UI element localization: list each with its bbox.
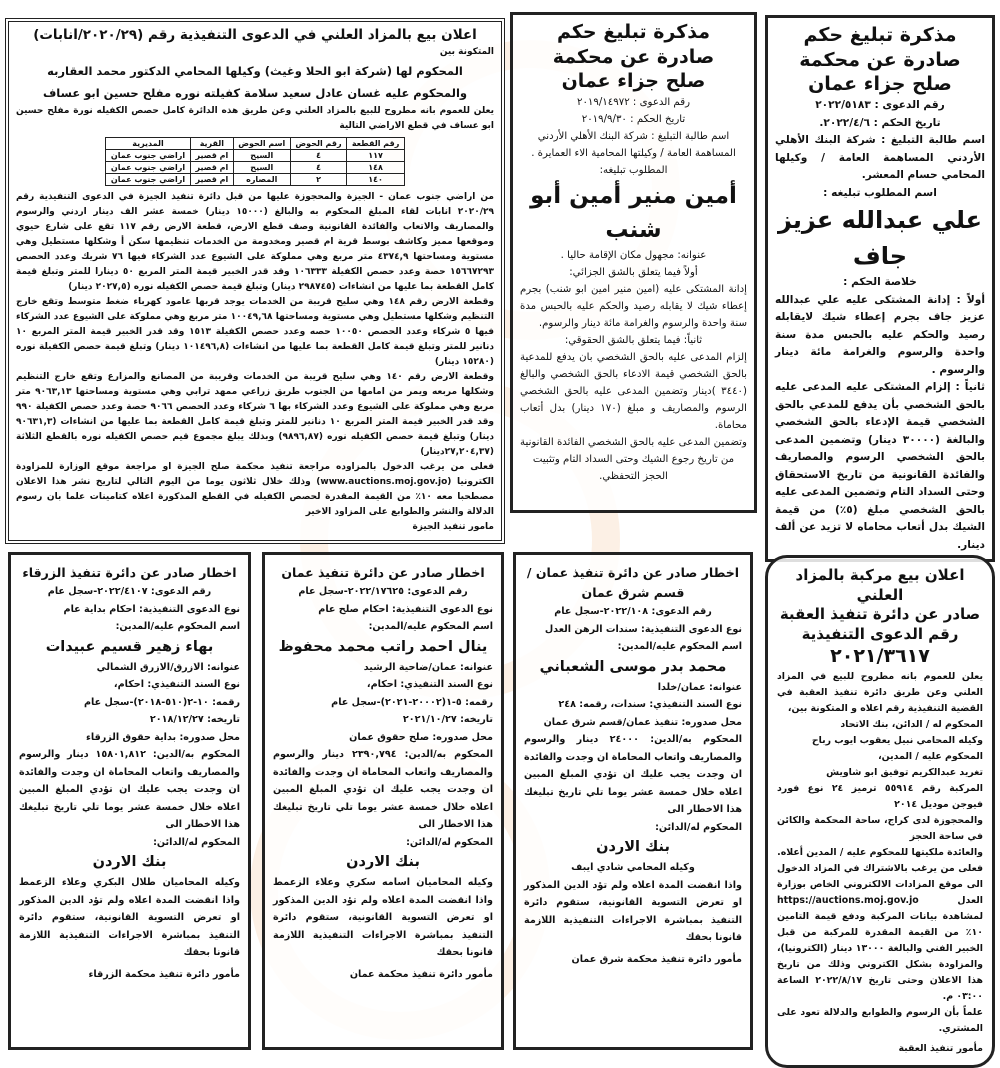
notice-text: اسم المحكوم عليه/المدين: — [617, 641, 742, 652]
execution-notice-zarqa — [8, 552, 251, 1050]
notice-text: نوع الدعوى التنفيذية: سندات الرهن العدل — [544, 623, 742, 635]
notice-text: اسم المطلوب تبليغه : — [823, 186, 937, 199]
notice-text: إدانة المشتكى عليه (امين منير امين ابو شنب) بجرم إعطاء شيك لا يقابله رصيد والحكم عليه بالحبس مدة سنة واحدة والرسوم والغرامة مائة دينار والرسوم. — [520, 284, 747, 330]
table-row — [106, 150, 405, 162]
notice-text: تاريخ الحكم : ٢٠١٩/٩/٣٠ — [581, 114, 686, 126]
notice-text: وكيله المحاميان اسامه سكري وعلاء الزعمط واذا انقضت المدة اعلاه ولم تؤد الدين المذكور او تعرض التسوية القانونية، ستقوم دائرة التنفيذ بمباشرة الاجراءات التنفيذية اللازمة قانونا بحقك — [273, 877, 493, 958]
notice-text: المركبة رقم ٥٥٩١٤ ترميز ٢٤ نوع فورد فيوجن موديل ٢٠١٤ — [777, 782, 984, 810]
notice-text: محل صدوره: تنفيذ عمان/قسم شرق عمان — [543, 716, 742, 728]
ad-title-line: رقم الدعوى التنفيذية — [801, 624, 959, 643]
notice-text: يعلن للعموم بانه مطروح للبيع في المزاد العلني وعن طريق دائرة تنفيذ العقبة في القضية التنفيذية رقم اعلاه و المتكونة بين، — [777, 670, 983, 714]
execution-notice-amman — [262, 552, 504, 1050]
table-cell: ٤ — [290, 162, 346, 174]
notice-text: المحكوم له / الدائن، بنك الاتحاد — [840, 718, 983, 730]
table-cell: ام قصير — [191, 150, 234, 162]
table-cell: المصاره — [233, 174, 290, 186]
court-notice-ad-amman-2 — [510, 12, 757, 513]
table-cell: ١٤٨ — [347, 162, 405, 174]
notice-text: ثانياً: فيما يتعلق بالشق الحقوقي: — [564, 335, 703, 347]
signature-line: مأمور دائرة تنفيذ محكمة عمان — [349, 968, 493, 980]
table-header: المديرية — [106, 138, 191, 150]
notice-text: المحكوم به/الدين: ٢٣٩٠,٧٩٤ دينار والرسوم والمصاريف واتعاب المحاماة ان وجدت والفائدة ان وجدت يجب عليك ان تؤدي المبلغ المبين اعلاه خلال خمسة عشر يوما تلي تاريخ تبليغك هذا الاخطار الى — [273, 749, 493, 830]
party-name: ينال احمد راتب محمد محفوظ — [278, 638, 488, 655]
notice-text: اسم طالبة التبليغ : شركة البنك الأهلي الأردني المساهمة العامة / وكيلتها المحامية الاء العمايرة . — [531, 131, 736, 160]
notice-text: والمحكوم عليه غسان عادل سعيد سلامة كفيلته نوره مفلح حسين ابو عساف — [42, 86, 468, 101]
land-parcels-table — [105, 137, 405, 186]
ad-title-line: صلح جزاء عمان — [561, 70, 706, 93]
notice-text: إلزام المدعى عليه بالحق الشخصي بان يدفع للمدعية بالحق الشخصي قيمة الادعاء بالحق الشخصي والبالغ (٣٤٤٠ )دينار وتضمين المدعى عليه بالحق الشخصي الرسوم والمصاريف و مبلغ (١٧٠ دينار) بدل أتعاب محاماة. — [520, 352, 747, 432]
notice-text: واذا انقضت المدة اعلاه ولم تؤد الدين المذكور او تعرض التسوية القانونية، ستقوم دائرة التنفيذ بمباشرة الاجراءات التنفيذية اللازمة قانونا بحقك — [524, 879, 742, 943]
party-name: بنك الاردن — [346, 854, 420, 870]
table-header: اسم الحوض — [233, 138, 290, 150]
notice-text: نوع السند التنفيذي: احكام، — [366, 679, 493, 690]
table-cell: اراضي جنوب عمان — [106, 174, 191, 186]
notice-text: مامور تنفيذ الجيزة — [412, 522, 494, 533]
notice-text: رقم الدعوى: ٢٠٢٢/١٧٦٢٥-سجل عام — [298, 586, 468, 597]
table-cell: ١١٧ — [347, 150, 405, 162]
table-cell: ام قصير — [191, 162, 234, 174]
notice-text: ثانياً : إلزام المشتكى عليه المدعى عليه بالحق الشخصي بأن يدفع للمدعي بالحق الشخصي قيمة الإدعاء بالحق الشخصي والبالغة (٣٠٠٠٠ دينار) وتضمين المدعى بالحق الشخصي الرسوم والمصاريف والفائدة القانونية من تاريخ الاستحقاق وحتى السداد التام وتضمين المدعى عليه بالحق الشخصي مبلغ (٥٪) من قيمة الشيك بدل أتعاب محاماه لا تزيد عن ألف دينار. — [775, 381, 985, 551]
notice-text: المحكوم به/الدين: ١٥٨٠١,٨١٢ دينار والرسوم والمصاريف واتعاب المحاماة ان وجدت والفائدة ان وجدت يجب عليك ان تؤدي المبلغ المبين اعلاه خلال خمسة عشر يوما تلي تاريخ تبليغك هذا الاخطار الى — [19, 749, 240, 830]
notice-text: رقم الدعوى : ٢٠٢٢/٥١٨٣ — [815, 99, 945, 112]
land-auction-ad — [5, 18, 505, 544]
ad-title-line: صادر عن دائرة تنفيذ العقبة — [779, 605, 981, 623]
notice-text: المحكوم له/الدائن: — [153, 836, 240, 848]
notice-text: والعائدة ملكيتها للمحكوم عليه / المدين أعلاه. — [777, 846, 983, 858]
notice-text: رقمه: ١٠-٢(٥١٠-٢٠١٨)-سجل عام — [84, 696, 240, 708]
notice-text: اسم المحكوم عليه/المدين: — [368, 621, 493, 632]
party-name: أمين منير أمين أبو شنب — [530, 183, 737, 244]
notice-text: أولاً : إدانة المشتكى عليه علي عبدالله عزيز جاف بجرم إعطاء شيك لايقابله رصيد والحكم عليه بالحبس مدة سنة واحدة والرسوم والغرامة مائة دينار والرسوم . — [775, 293, 985, 376]
notice-text: نوع السند التنفيذي: سندات، رقمه: ٢٤٨ — [558, 699, 742, 710]
table-cell: ٢ — [290, 174, 346, 186]
execution-notice-east-amman — [513, 552, 753, 1050]
signature-line: مأمور دائرة تنفيذ محكمة الزرقاء — [88, 968, 240, 980]
table-header: القرية — [191, 138, 234, 150]
notice-text: عنوانه: الازرق/الازرق الشمالي — [96, 661, 240, 673]
notice-text: وقطعة الارض رقم ١٤٠ وهي سليح قريبة من الخدمات وقريبة من المصانع والمزارع وتقع خارج التنظيم وشكلها مربعه ويمر من امامها من الجنوب طريق زراعي ممهد ترابي وهي مستوية ومساحتها ٩٠٦٣,١٣ متر مربع وهي مملوكة على الشيوع وعدد الشركاء بها ٦ شركاء وعدد الحصص ٩٠٦٦ حصة وعدد حصص الكفيلة ٩٩٠ وقد قدر الخبير قيمة المتر المربع ١٠ دنانير للمتر وتبلغ قيمة كامل القطعة بما عليها من انشاءات (٩٠٦٣١,٣ دينار) وتبلغ قيمة حصص الكفيله نوره (٩٨٩٦,٨٧) وبذلك يبلغ مجموع قيم حصص الكفيله نوره بالقطع الثلاثة (٢٧,٢٠٤,٣٧دينار) — [16, 372, 495, 458]
notice-text: رقم الدعوى: ٢٠٢٢/١٠٨-سجل عام — [554, 606, 712, 617]
ad-title-line: اخطار صادر عن دائرة تنفيذ الزرقاء — [22, 565, 237, 580]
notice-text: المطلوب تبليغه: — [599, 165, 668, 177]
notice-text: من اراضي جنوب عمان - الجيزة والمحجوزة عليها من قبل دائرة تنفيذ الجيزة في الدعوى التنفيذية رقم ٢٠٢٠/٢٩ انابات لقاء المبلغ المحكوم به والبالغ (١٥٠٠٠ دينار) خمسة عشر الف دينار اردني والرسوم والمصاريف والاتعاب والفائدة القانونية وصف قطع الارض، قطعة الارض رقم ١١٧ تقع على شارع حيوي وموقعها مميز وكاشف بوسط قرية ام قصير ومخدومة من الخدمات تنظيمها سكن أ وشكلها مستطيل وهي مستوية ومساحتها ٤٣٧٤,٩ متر مربع وهي مملوكة على الشيوع عدد الشركاء فيها ٧٦ شريك وعدد الحصص ١٥٦٦٧٢٩٣ حصة وعدد حصص الكفيلة ١٠٦٣٣٣ وقد قدر الخبير قيمة المتر المربع ٥٠ دينارا للمتر وتبلغ قيمة كامل القطعة بما عليها من انشاءات (٢٩٨٧٤٥ دينار) وتبلغ قيمة حصص الكفيله نوره (٢٠٢٧,٥ دينار) — [16, 192, 495, 293]
table-row — [106, 174, 405, 186]
court-notice-ad-amman-1 — [765, 15, 995, 562]
notice-text: اسم المحكوم عليه/المدين: — [115, 621, 240, 632]
notice-text: المحكوم عليه / المدين، — [878, 750, 983, 762]
ad-title-line: صادرة عن محكمة — [799, 48, 961, 71]
notice-text: رقم الدعوى : ٢٠١٩/١٤٩٧٢ — [576, 97, 690, 109]
ad-title-line: اخطار صادر عن دائرة تنفيذ عمان / — [526, 565, 740, 580]
notice-text: المحكوم لها (شركة ابو الحلا وغيث) وكيلها المحامي الدكتور محمد العقاربه — [47, 64, 463, 79]
party-name: محمد بدر موسى الشعباني — [539, 658, 727, 675]
notice-text: خلاصة الحكم : — [843, 276, 917, 289]
notice-text: عنوانه: عمان/خلدا — [657, 681, 742, 693]
notice-text: تاريخ الحكم : ٢٠٢٢/٤/٦. — [819, 116, 941, 129]
notice-text: تغريد عبدالكريم توفيق ابو شاويش — [826, 766, 983, 778]
table-cell: ٤ — [290, 150, 346, 162]
notice-text: محل صدوره: صلح حقوق عمان — [349, 731, 493, 743]
notice-text: نوع الدعوى التنفيذية: احكام صلح عام — [318, 603, 493, 615]
ad-title-line: صلح جزاء عمان — [808, 73, 952, 96]
notice-text: نوع السند التنفيذي: احكام، — [113, 679, 240, 690]
notice-text: المحكوم له/الدائن: — [406, 836, 493, 848]
notice-text: وكيله المحامي نبيل يعقوب ايوب رباح — [811, 734, 983, 746]
ad-title-line: صادرة عن محكمة — [552, 45, 715, 68]
notice-text: والمحجوزة لدى كراج، ساحة المحكمة والكائن في ساحة الحجز — [777, 814, 983, 842]
notice-text: عنوانه: عمان/ضاحية الرشيد — [363, 661, 493, 673]
notice-text: علماً بأن الرسوم والطوابع والدلالة تعود على المشتري. — [777, 1006, 983, 1034]
notice-text: نوع الدعوى التنفيذية: احكام بداية عام — [63, 603, 240, 615]
table-cell: اراضي جنوب عمان — [106, 162, 191, 174]
notice-text: وكيله المحاميان طلال البكري وعلاء الزعمط واذا انقضت المدة اعلاه ولم تؤد الدين المذكور او تعرض التسوية القانونية، ستقوم دائرة التنفيذ بمباشرة الاجراءات التنفيذية اللازمة قانونا بحقك — [19, 877, 240, 958]
notice-text: عنوانه: مجهول مكان الإقامة حاليا . — [560, 250, 707, 262]
notice-text: يعلن للعموم بانه مطروح للبيع بالمزاد العلني وعن طريق هذه الدائرة كامل حصص الكفيله نورة مفلح حسين ابو عساف في قطع الاراضي التالية — [16, 106, 494, 132]
signature-line: مأمور دائرة تنفيذ محكمة شرق عمان — [571, 953, 742, 965]
ad-title-line: اعلان بيع مركبة بالمزاد العلني — [795, 566, 965, 604]
notice-text: المحكوم به/الدين: ٢٤٠٠٠ دينار والرسوم والمصاريف واتعاب المحاماة ان وجدت والفائدة ان وجدت يجب عليك ان تؤدي المبلغ المبين اعلاه خلال خمسة عشر يوما تلي تاريخ تبليغك هذا الاخطار الى — [524, 734, 742, 815]
table-header: رقم الحوض — [290, 138, 346, 150]
notice-text: اسم طالبة التبليغ : شركة البنك الأهلي الأردني المساهمة العامة / وكيلها المحامي حسام المعشر. — [775, 134, 985, 182]
table-cell: اراضي جنوب عمان — [106, 150, 191, 162]
notice-text: المحكوم له/الدائن: — [655, 821, 742, 833]
notice-text: فعلى من يرغب بالاشتراك في المزاد الدخول الى موقع المزادات الالكتروني الخاص بوزارة العدل https://auctions.moj.gov.jo لمشاهدة بيانات المركبة ودفع قيمة التامين ١٠٪ من القيمة المقدرة للمركبة من قبل الخبير الفني والبالغة ١٣٠٠٠ دينار (الكترونيا)، والمزاودة بشكل الكتروني وذلك من تاريخ هذا الاعلان وحتى تاريخ ٢٠٢٢/٨/١٧ الساعة ٠٣:٠٠ م. — [777, 862, 984, 1002]
notice-text: فعلى من يرغب الدخول بالمزاوده مراجعة تنفيذ محكمة صلح الجيزة او مراجعة موقع الوزارة للمزاودة الكترونيا (www.auctions.moj.gov.jo) وذلك خلال ثلاثون يوما من اليوم التالي لتاريخ نشر هذا الاعلان مصطحبا معه ١٠٪ من القيمة المقدرة لحصص الكفيله في القطع المذكورة اعلاه كتامينات علما بان رسوم الدلالة والنشر والطوابع على المزاود الاخير — [16, 462, 495, 518]
notice-text: أولاً فيما يتعلق بالشق الجزائي: — [569, 267, 698, 279]
notice-text: وتضمين المدعى عليه بالحق الشخصي الفائدة القانونية من تاريخ رجوع الشيك وحتى السداد التام وتثبيت الحجز التحفظي. — [520, 437, 747, 483]
ad-title-line: مذكرة تبليغ حكم — [556, 21, 711, 43]
notice-text: تاريخه: ٢٠٢١/١٠/٢٧ — [402, 714, 493, 725]
ad-title-line: مذكرة تبليغ حكم — [803, 24, 957, 46]
notice-text: تاريخه: ٢٠١٨/١٢/٢٧ — [149, 714, 240, 725]
table-cell: ام قصير — [191, 174, 234, 186]
party-name: علي عبدالله عزيز جاف — [777, 206, 983, 271]
notice-text: محل صدوره: بداية حقوق الزرقاء — [85, 731, 240, 743]
signature-line: مأمور تنفيذ العقبة — [898, 1042, 983, 1054]
notice-text: وقطعة الارض رقم ١٤٨ وهي سليح قريبة من الخدمات يوجد قربها عامود كهرباء ضغط متوسط وتقع خارج التنظيم وشكلها مستطيل وهي مستوية ومساحتها ١٠٠٤٩,٦٨ متر مربع وهي مملوكة على الشيوع عدد الشركاء فيها ٥ شركاء وعدد الحصص ١٠٠٥٠ حصه وعدد حصص الكفيلة ١٥١٣ وقد قدر الخبير قيمة المتر المربع ١٠ دنانير للمتر وتبلغ قيمة كامل القطعة بما عليها من انشاءات (١٠١٤٩٦,٨ دينار) وتبلغ قيمة حصص الكفيلة نوره (١٥٢٨٠ دينار) — [16, 297, 494, 368]
notice-text: رقمه: ٥-١(٢٠٠٠٢-٢٠٢١)-سجل عام — [331, 696, 493, 708]
table-cell: السيح — [233, 162, 290, 174]
ad-title-line: ٢٠٢١/٣٦١٧ — [830, 645, 930, 667]
vehicle-auction-ad — [765, 555, 995, 1068]
notice-text: المتكونة بين — [439, 47, 494, 58]
notice-text: رقم الدعوى: ٢٠٢٢/٤١٠٧-سجل عام — [47, 586, 212, 597]
party-name: بنك الاردن — [92, 854, 167, 870]
table-cell: ١٤٠ — [347, 174, 405, 186]
ad-title-line: قسم شرق عمان — [581, 585, 685, 600]
ad-title-line: اخطار صادر عن دائرة تنفيذ عمان — [281, 565, 485, 580]
party-name: بنك الاردن — [596, 839, 670, 855]
notice-text: وكيله المحامي شادي ايبف — [571, 862, 695, 873]
party-name: بهاء زهير قسيم عبيدات — [45, 638, 214, 655]
table-row — [106, 162, 405, 174]
table-header: رقم القطعة — [347, 138, 405, 150]
table-cell: السيح — [233, 150, 290, 162]
ad-title-line: اعلان بيع بالمزاد العلني في الدعوى التنفيذية رقم (٢٠٢٠/٢٩/انابات) — [33, 27, 477, 43]
